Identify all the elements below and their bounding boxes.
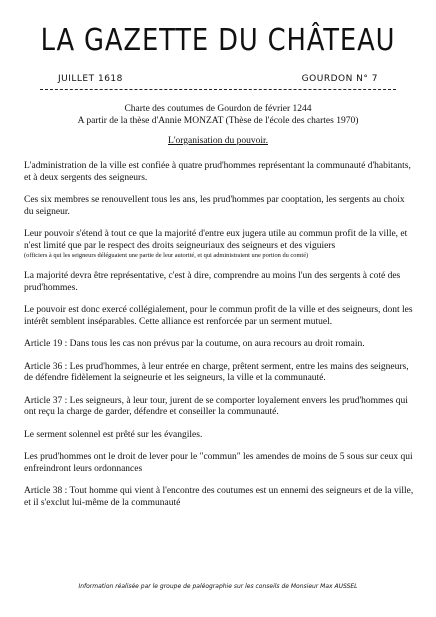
source-reference: A partir de la thèse d'Annie MONZAT (Thèse de l'école des chartes 1970) bbox=[77, 116, 359, 126]
paragraph-article-36: Article 36 : Les prud'hommes, à leur entrée en charge, prêtent serment, entre les mains des seigneurs, de défendre fidèlement la seigneurie et les seigneurs, la ville et la communauté. bbox=[24, 361, 409, 383]
newspaper-title: LA GAZETTE DU CHÂTEAU bbox=[40, 23, 396, 58]
header-divider bbox=[40, 89, 396, 90]
article-body bbox=[24, 161, 416, 520]
paragraph-fines: Les prud'hommes ont le droit de lever pour le "commun" les amendes de moins de 5 sous sur ceux qui enfreindront leurs ordonnances bbox=[24, 452, 413, 474]
paragraph-power-note: (officiers à qui les seigneurs déléguaient une partie de leur autorité, et qui administraient une portion du comté) bbox=[24, 252, 309, 259]
paragraph-power bbox=[24, 229, 416, 260]
paragraph-article-38: Article 38 : Tout homme qui vient à l'encontre des coutumes est un ennemi des seigneurs et de la ville, et il s'exclut lui-même de la communauté bbox=[24, 486, 414, 508]
issue-number: GOURDON N° 7 bbox=[301, 74, 378, 84]
paragraph-power-text: Leur pouvoir s'étend à tout ce que la majorité d'entre eux jugera utile au commun profit de la ville, et n'est limité que par le respect des droits seigneuriaux des seigneurs et des viguiers bbox=[24, 229, 408, 251]
paragraph-administration: L'administration de la ville est confiée à quatre prud'hommes représentant la communauté d'habitants, et à deux sergents des seigneurs. bbox=[24, 161, 411, 183]
paragraph-article-19: Article 19 : Dans tous les cas non prévus par la coutume, on aura recours au droit romain. bbox=[24, 339, 365, 349]
paragraph-majority: La majorité devra être représentative, c'est à dire, comprendre au moins l'un des sergents à coté des prud'hommes. bbox=[24, 271, 401, 293]
paragraph-oath: Le serment solennel est prêté sur les évangiles. bbox=[24, 429, 203, 440]
charter-title: Charte des coutumes de Gourdon de février 1244 bbox=[124, 104, 312, 114]
paragraph-collegial: Le pouvoir est donc exercé collégialement, pour le commun profit de la ville et des seigneurs, dont les intérêt semblent inséparables. Cette alliance est renforcée par un serment mutuel. bbox=[24, 305, 413, 327]
paragraph-renewal: Ces six membres se renouvellent tous les ans, les prud'hommes par cooptation, les sergents au choix du seigneur. bbox=[24, 195, 405, 217]
paragraph-article-37: Article 37 : Les seigneurs, à leur tour, jurent de se comporter loyalement envers les prud'hommes qui ont reçu la charge de garder, défendre et conseiller la communauté. bbox=[24, 395, 408, 417]
footer-credit: Information réalisée par le groupe de paléographie sur les conseils de Monsieur Max AUSSEL bbox=[78, 583, 358, 590]
section-heading: L'organisation du pouvoir. bbox=[168, 136, 268, 146]
issue-date: JUILLET 1618 bbox=[58, 74, 123, 84]
